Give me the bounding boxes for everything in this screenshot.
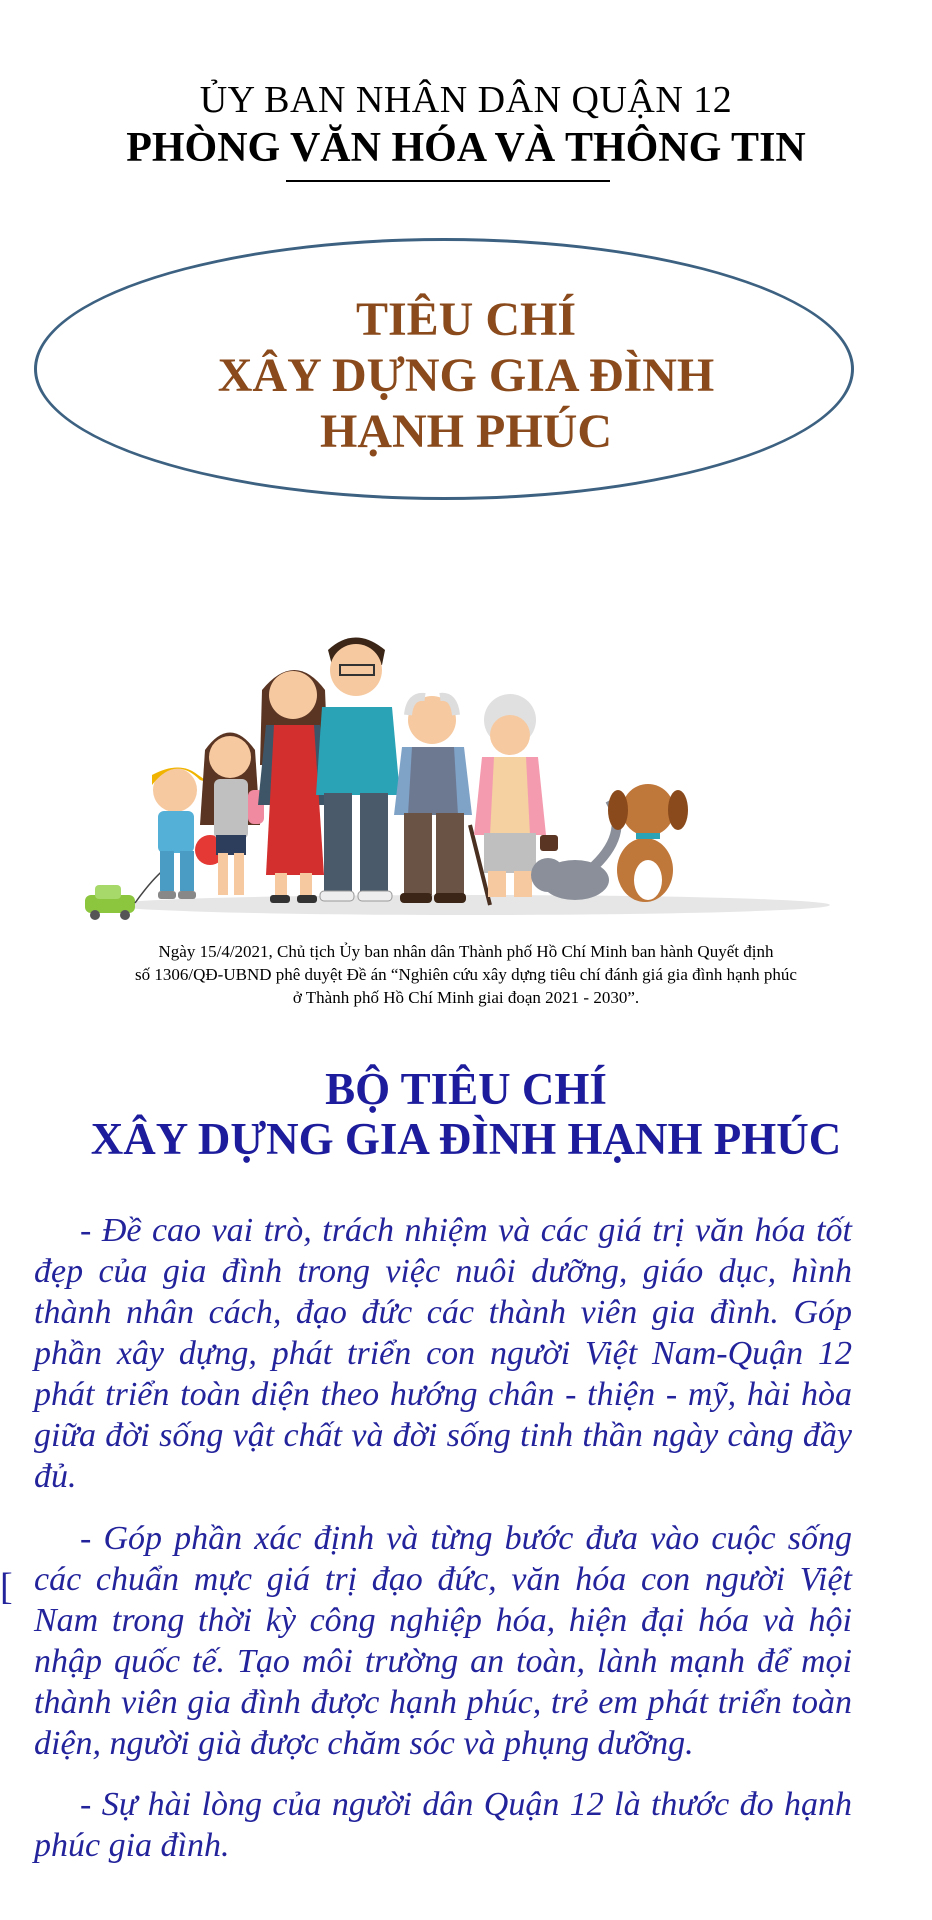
criteria-paragraph-1: - Đề cao vai trò, trách nhiệm và các giá trị văn hóa tốt đẹp của gia đình trong việc nuôi dưỡng, giáo dục, hình thành nhân cách, đạo đức các thành viên gia đình. Góp phần xây dựng, phát triển con người Việt Nam-Quận 12 phát triển toàn diện theo hướng chân - thiện - mỹ, hài hòa giữa đời sống vật chất và đời sống tinh thần ngày càng đầy đủ.: [34, 1212, 852, 1495]
caption-line-3: ở Thành phố Hồ Chí Minh giai đoạn 2021 - 2030”.: [292, 988, 640, 1007]
decision-caption: [40, 940, 892, 1009]
criteria-paragraph-3: - Sự hài lòng của người dân Quận 12 là thước đo hạnh phúc gia đình.: [34, 1786, 852, 1864]
margin-bracket: [: [0, 1566, 13, 1608]
section-title-line-2: XÂY DỰNG GIA ĐÌNH HẠNH PHÚC: [90, 1114, 842, 1164]
family-illustration: [70, 535, 870, 935]
grandfather-figure: [394, 696, 490, 905]
title-line-2: XÂY DỰNG GIA ĐÌNH: [217, 349, 715, 402]
toy-car-icon: [85, 865, 170, 920]
section-title-line-1: BỘ TIÊU CHÍ: [325, 1064, 607, 1114]
title-line-3: HẠNH PHÚC: [320, 405, 612, 458]
title-line-1: TIÊU CHÍ: [355, 293, 577, 346]
header-department: PHÒNG VĂN HÓA VÀ THÔNG TIN: [126, 125, 806, 171]
caption-line-1: Ngày 15/4/2021, Chủ tịch Ủy ban nhân dân Thành phố Hồ Chí Minh ban hành Quyết định: [158, 942, 774, 961]
criteria-paragraph-2: - Góp phần xác định và từng bước đưa vào cuộc sống các chuẩn mực giá trị đạo đức, văn hóa con người Việt Nam trong thời kỳ công nghiệp hóa, hiện đại hóa và hội nhập quốc tế. Tạo môi trường an toàn, lành mạnh để mọi thành viên gia đình được hạnh phúc, trẻ em phát triển toàn diện, người già được chăm sóc và phụng dưỡng.: [34, 1520, 852, 1762]
header-agency: ỦY BAN NHÂN DÂN QUẬN 12: [199, 79, 733, 121]
dog-icon: [608, 784, 688, 902]
girl-figure: [200, 733, 264, 896]
caption-line-2: số 1306/QĐ-UBND phê duyệt Đề án “Nghiên cứu xây dựng tiêu chí đánh giá gia đình hạnh phúc: [135, 965, 797, 984]
father-figure: [316, 638, 400, 902]
header-divider: [286, 180, 610, 182]
